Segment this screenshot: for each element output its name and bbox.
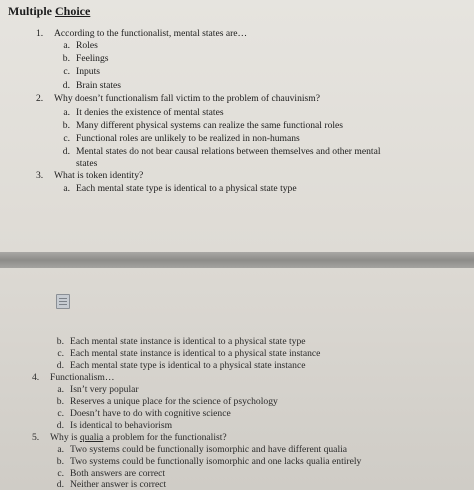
heading-underlined-word: Choice [55,4,91,18]
question-text-part: Why is [50,432,80,443]
option-2a [54,107,224,118]
option-text: Many different physical systems can realize the same functional roles [76,120,344,131]
option-text: Brain states [76,80,122,91]
option-letter: a. [63,183,70,194]
option-3d [48,360,306,371]
option-letter: c. [57,468,64,479]
option-2c [54,133,300,144]
option-1d [54,80,121,91]
option-4c [48,408,231,419]
document-icon [56,294,70,309]
option-5d [48,479,166,490]
option-text: Two systems could be functionally isomorphic and have different qualia [70,444,348,455]
question-text: Functionalism… [50,372,115,383]
option-letter: b. [56,396,64,407]
option-1c [54,66,100,77]
option-letter: d. [56,420,64,431]
question-3 [36,170,143,181]
option-text: It denies the existence of mental states [76,107,224,118]
option-5a [48,444,347,455]
question-number: 4. [32,372,40,383]
question-text: Why doesn’t functionalism fall victim to the problem of chauvinism? [54,93,320,104]
option-letter: d. [56,479,64,490]
option-text: Is identical to behaviorism [70,420,173,431]
heading-text: Multiple Choice [8,4,91,18]
option-letter: b. [56,336,64,347]
option-letter: b. [62,120,70,131]
question-text-part: a problem for the functionalist? [103,432,227,443]
option-letter: b. [62,53,70,64]
option-text: Reserves a unique place for the science of psychology [70,396,278,407]
question-number: 3. [36,170,44,181]
option-2d-continuation [76,158,97,169]
option-text: Each mental state instance is identical to a physical state type [70,336,306,347]
option-3a [54,183,297,194]
screen-divider [0,252,474,268]
option-text: states [76,158,98,169]
option-text: Both answers are correct [70,468,166,479]
question-text-underlined-word: qualia [79,432,104,443]
option-4a [48,384,139,395]
option-4d [48,420,172,431]
option-1a [54,40,98,51]
option-1b [54,53,109,64]
question-number: 2. [36,93,44,104]
option-letter: c. [63,66,70,77]
option-letter: b. [56,456,64,467]
option-letter: a. [63,107,70,118]
option-2b [54,120,343,131]
option-letter: d. [56,360,64,371]
question-5 [32,432,227,443]
question-text: According to the functionalist, mental states are… [54,28,248,39]
option-letter: c. [63,133,70,144]
option-text: Each mental state type is identical to a physical state instance [70,360,306,371]
option-text: Functional roles are unlikely to be realized in non-humans [76,133,300,144]
option-3c [48,348,320,359]
option-letter: a. [57,444,64,455]
option-text: Each mental state instance is identical to a physical state instance [70,348,321,359]
option-4b [48,396,278,407]
option-letter: d. [62,146,70,157]
question-2 [36,93,320,104]
option-letter: a. [63,40,70,51]
option-2d [54,146,381,157]
option-letter: d. [62,80,70,91]
option-text: Two systems could be functionally isomorphic and one lacks qualia entirely [70,456,362,467]
option-letter: a. [57,384,64,395]
option-text: Inputs [76,66,100,77]
option-letter: c. [57,348,64,359]
option-5c [48,468,165,479]
option-text: Mental states do not bear causal relations between themselves and other mental [76,146,381,157]
option-text: Each mental state type is identical to a physical state type [76,183,297,194]
question-4 [32,372,115,383]
option-letter: c. [57,408,64,419]
option-3b [48,336,306,347]
option-text: Neither answer is correct [70,479,167,490]
option-text: Isn’t very popular [70,384,139,395]
question-number: 5. [32,432,40,443]
option-5b [48,456,361,467]
section-heading [8,4,90,19]
question-1 [36,28,247,39]
option-text: Doesn’t have to do with cognitive science [70,408,231,419]
question-number: 1. [36,28,44,39]
option-text: Feelings [76,53,109,64]
option-text: Roles [76,40,98,51]
question-text: What is token identity? [54,170,144,181]
